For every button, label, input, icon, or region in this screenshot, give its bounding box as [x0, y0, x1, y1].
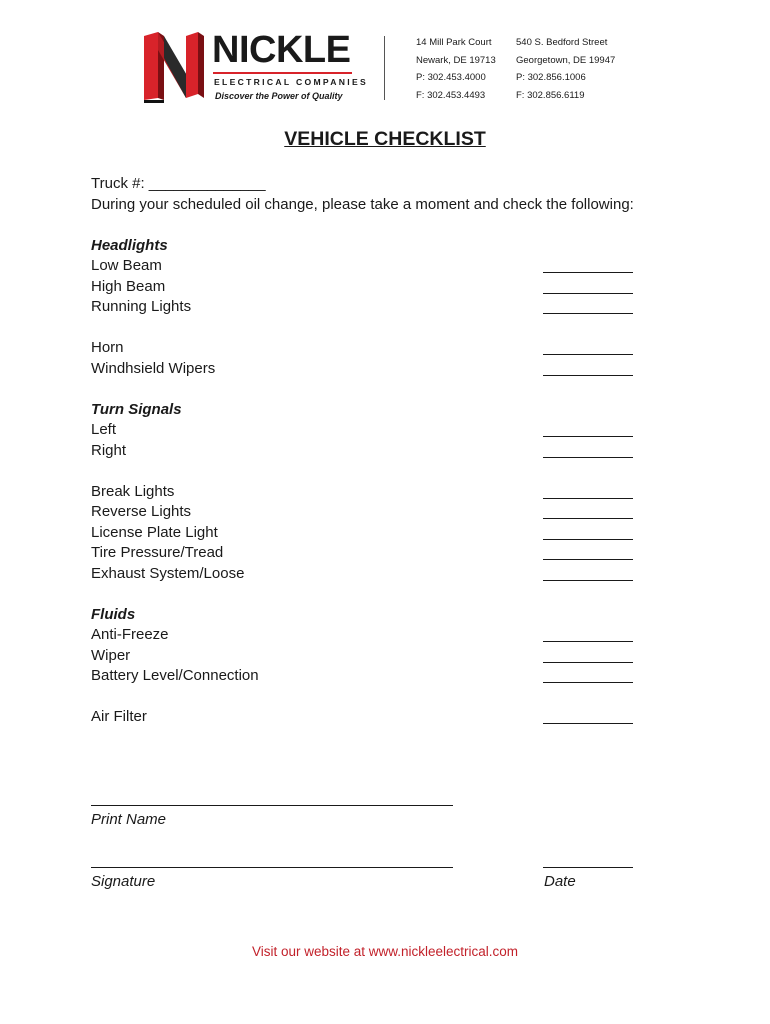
- horn-check-line[interactable]: [543, 354, 633, 355]
- left-signal-label: Left: [91, 421, 117, 438]
- office-1-city: Newark, DE 19713: [416, 55, 496, 66]
- running-lights-label: Running Lights: [91, 298, 192, 315]
- brand-subtitle: ELECTRICAL COMPANIES: [214, 77, 369, 87]
- air-filter-check-line[interactable]: [543, 723, 633, 724]
- break-lights-label: Break Lights: [91, 483, 175, 500]
- wipers-label: Windhsield Wipers: [91, 360, 216, 377]
- reverse-lights-label: Reverse Lights: [91, 503, 192, 520]
- break-lights-check-line[interactable]: [543, 498, 633, 499]
- high-beam-label: High Beam: [91, 278, 166, 295]
- footer-website-link[interactable]: Visit our website at www.nickleelectrical.com: [251, 944, 519, 959]
- running-lights-check-line[interactable]: [543, 313, 633, 314]
- battery-label: Battery Level/Connection: [91, 667, 259, 684]
- office-1-street: 14 Mill Park Court: [416, 37, 492, 48]
- wipers-check-line[interactable]: [543, 375, 633, 376]
- horn-label: Horn: [91, 339, 124, 356]
- headlights-heading: Headlights: [91, 237, 168, 254]
- anti-freeze-check-line[interactable]: [543, 641, 633, 642]
- battery-check-line[interactable]: [543, 682, 633, 683]
- brand-name: NICKLE: [212, 29, 351, 71]
- license-plate-light-label: License Plate Light: [91, 524, 218, 541]
- brand-tagline: Discover the Power of Quality: [215, 91, 343, 101]
- signature-label: Signature: [91, 873, 156, 890]
- fluids-heading: Fluids: [91, 606, 136, 623]
- truck-number-field[interactable]: Truck #: ______________: [91, 175, 266, 192]
- office-1-fax: F: 302.453.4493: [416, 90, 486, 101]
- wiper-fluid-check-line[interactable]: [543, 662, 633, 663]
- low-beam-check-line[interactable]: [543, 272, 633, 273]
- license-plate-light-check-line[interactable]: [543, 539, 633, 540]
- right-signal-check-line[interactable]: [543, 457, 633, 458]
- page-title: VEHICLE CHECKLIST: [284, 128, 486, 150]
- right-signal-label: Right: [91, 442, 127, 459]
- print-name-line[interactable]: [91, 805, 453, 806]
- office-2-fax: F: 302.856.6119: [516, 90, 585, 101]
- reverse-lights-check-line[interactable]: [543, 518, 633, 519]
- anti-freeze-label: Anti-Freeze: [91, 626, 169, 643]
- instructions-text: During your scheduled oil change, please take a moment and check the following:: [91, 196, 634, 213]
- brand-divider: [213, 72, 352, 74]
- left-signal-check-line[interactable]: [543, 436, 633, 437]
- exhaust-check-line[interactable]: [543, 580, 633, 581]
- office-2-street: 540 S. Bedford Street: [516, 37, 608, 48]
- high-beam-check-line[interactable]: [543, 293, 633, 294]
- office-2-city: Georgetown, DE 19947: [516, 55, 616, 66]
- tire-pressure-label: Tire Pressure/Tread: [91, 544, 224, 561]
- signature-line[interactable]: [91, 867, 453, 868]
- nickle-n-logo-icon: [140, 28, 206, 104]
- low-beam-label: Low Beam: [91, 257, 162, 274]
- air-filter-label: Air Filter: [91, 708, 147, 725]
- date-line[interactable]: [543, 867, 633, 868]
- wiper-fluid-label: Wiper: [91, 647, 131, 664]
- print-name-label: Print Name: [91, 811, 167, 828]
- header-divider: [384, 36, 385, 100]
- office-2-phone: P: 302.856.1006: [516, 72, 586, 83]
- turn-signals-heading: Turn Signals: [91, 401, 182, 418]
- exhaust-label: Exhaust System/Loose: [91, 565, 245, 582]
- office-1-phone: P: 302.453.4000: [416, 72, 486, 83]
- tire-pressure-check-line[interactable]: [543, 559, 633, 560]
- date-label: Date: [544, 873, 576, 890]
